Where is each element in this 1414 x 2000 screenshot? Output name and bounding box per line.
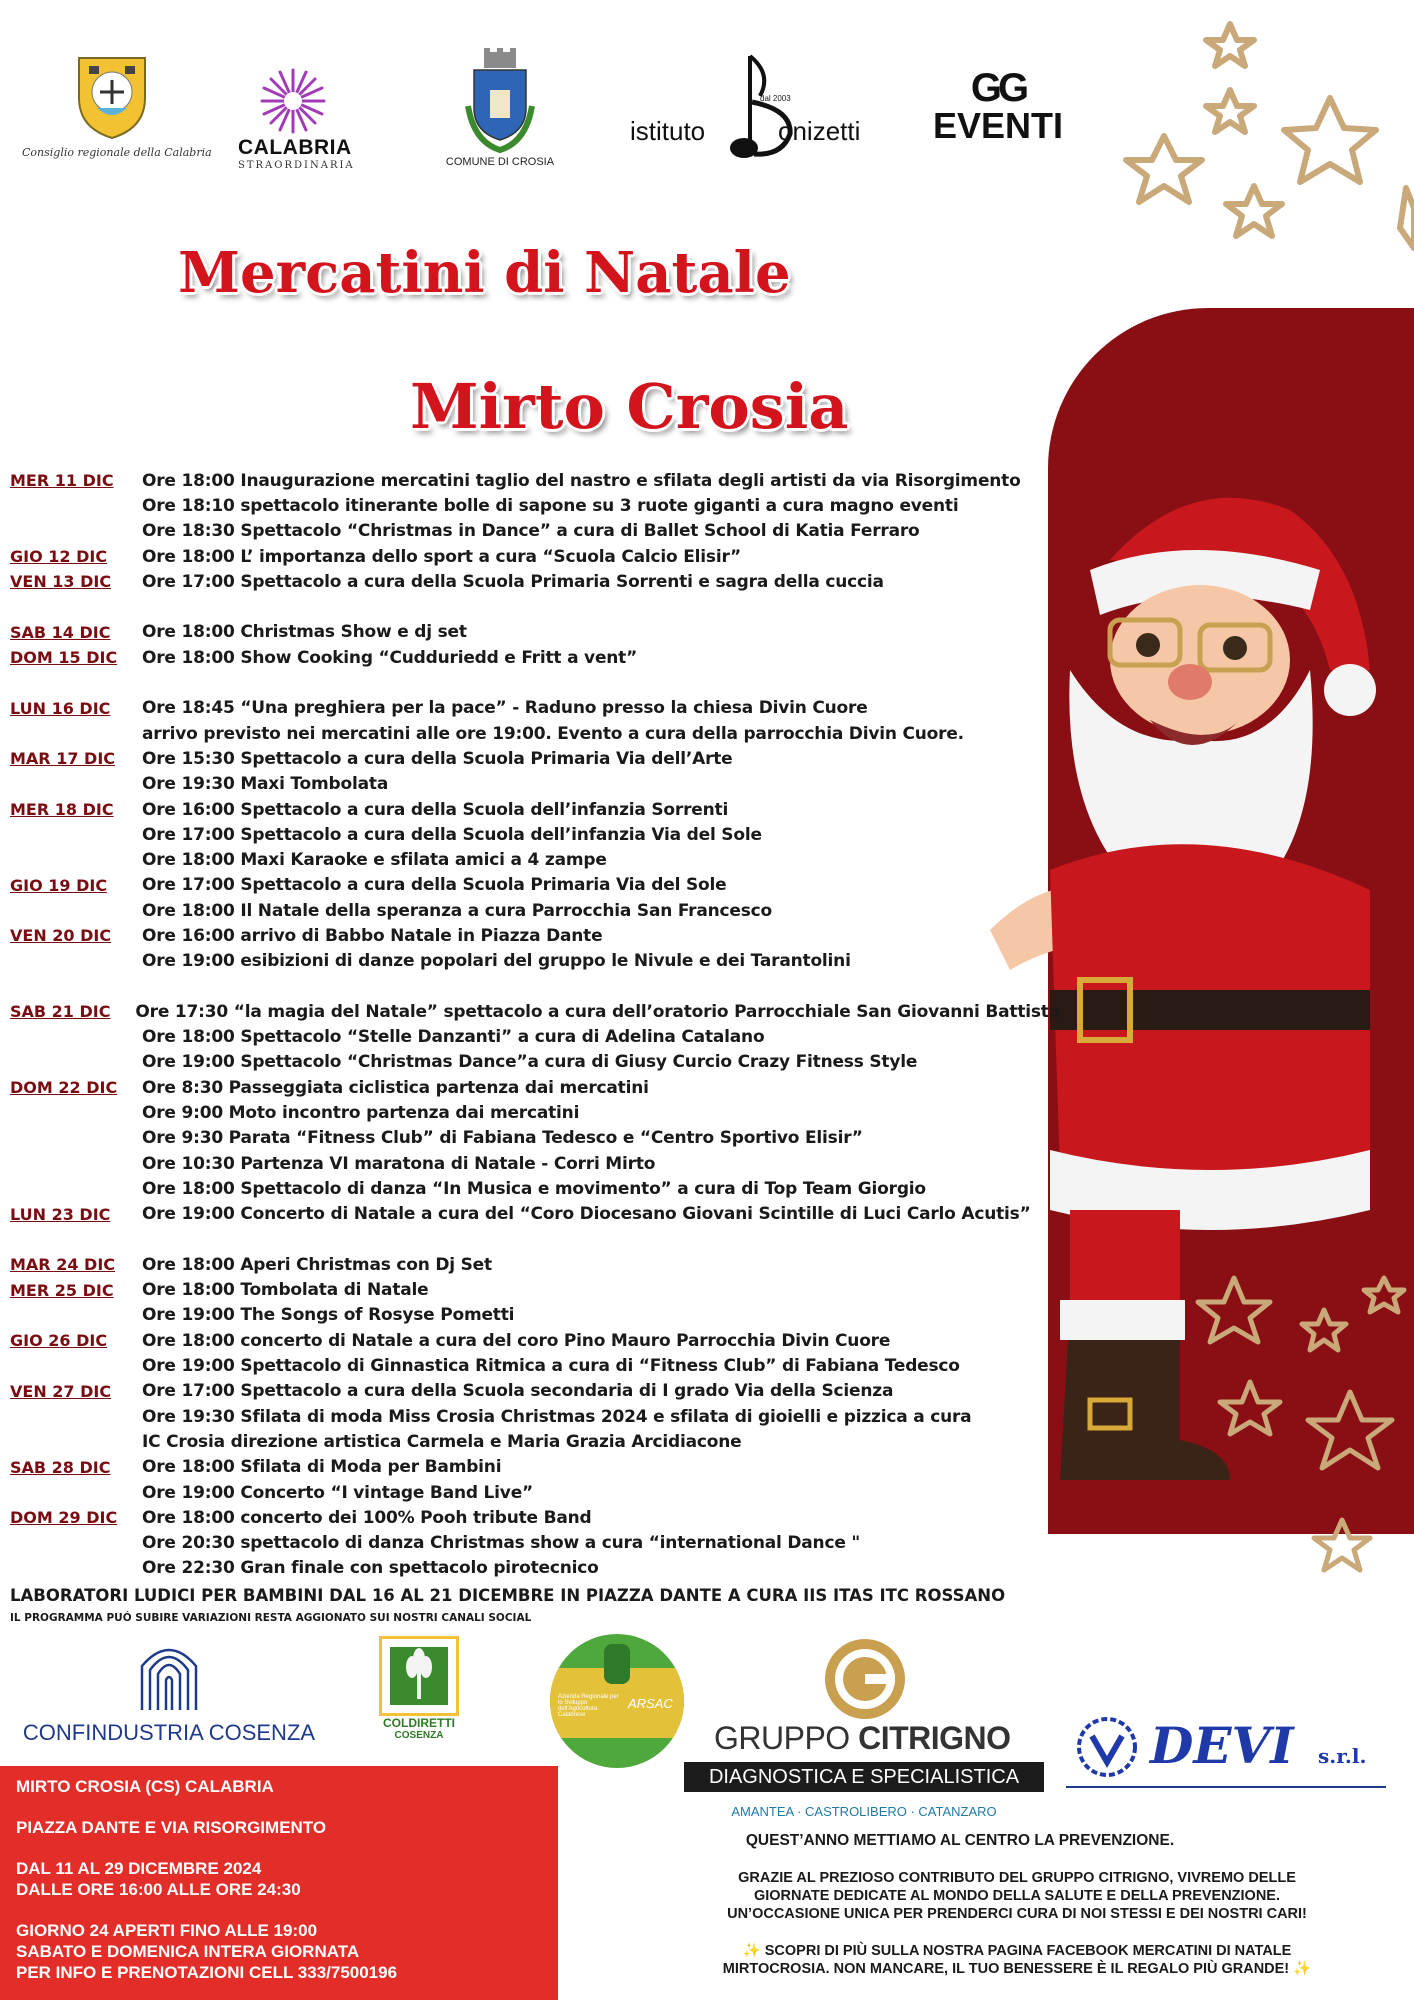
- schedule-event: Ore 19:00 The Songs of Rosyse Pometti: [142, 1305, 515, 1326]
- coldiretti-logo: [376, 1636, 462, 1744]
- schedule-event: Ore 10:30 Partenza VI maratona di Natale - Corri Mirto: [142, 1153, 656, 1174]
- citrigno-cities: AMANTEA · CASTROLIBERO · CATANZARO: [731, 1804, 997, 1819]
- devi-name: DEVI: [1150, 1716, 1294, 1775]
- comune-crosia-logo: [440, 46, 560, 168]
- citrigno-name: [714, 1720, 1011, 1757]
- info-hours: DALLE ORE 16:00 ALLE ORE 24:30: [16, 1880, 301, 1899]
- schedule-event: Ore 18:00 Spettacolo di danza “In Musica e movimento” a cura di Top Team Giorgio: [142, 1178, 926, 1199]
- star-icon: [1314, 1520, 1370, 1570]
- title-mirto-crosia: Mirto Crosia: [410, 370, 849, 443]
- schedule-day: GIO 26 DIC: [10, 1331, 108, 1351]
- schedule-row: [10, 1353, 1060, 1378]
- prevention-line-4: ✨ SCOPRI DI PIÙ SULLA NOSTRA PAGINA FACEBOOK MERCATINI DI NATALE: [742, 1943, 1292, 1959]
- schedule-row: [10, 519, 1060, 544]
- schedule-row: [10, 873, 1060, 898]
- schedule-event: IC Crosia direzione artistica Carmela e Maria Grazia Arcidiacone: [142, 1431, 742, 1452]
- schedule-day: LUN 16 DIC: [10, 698, 111, 718]
- star-icon: [1364, 1278, 1404, 1312]
- schedule-day: GIO 19 DIC: [10, 875, 108, 895]
- star-icon: [1400, 188, 1414, 248]
- schedule-event: Ore 18:00 Maxi Karaoke e sfilata amici a 4 zampe: [142, 850, 607, 871]
- arsac-sub: Azienda Regionale per lo Sviluppo dell'Agricoltura Calabrese: [558, 1694, 619, 1718]
- event-info-box: [0, 1766, 558, 2000]
- schedule-event: Ore 19:30 Sfilata di moda Miss Crosia Christmas 2024 e sfilata di gioielli e pizzica a cura: [142, 1406, 972, 1427]
- schedule-event: Ore 17:00 Spettacolo a cura della Scuola Primaria Via del Sole: [142, 875, 727, 896]
- prevention-line-5: MIRTOCROSIA. NON MANCARE, IL TUO BENESSERE È IL REGALO PIÙ GRANDE! ✨: [722, 1961, 1312, 1977]
- schedule-row: [10, 1530, 1060, 1555]
- arsac-name: ARSAC: [628, 1696, 673, 1711]
- schedule-event: Ore 18:45 “Una preghiera per la pace” - Raduno presso la chiesa Divin Cuore: [142, 698, 868, 719]
- info-24: GIORNO 24 APERTI FINO ALLE 19:00: [16, 1921, 318, 1940]
- info-weekend: SABATO E DOMENICA INTERA GIORNATA: [16, 1942, 360, 1961]
- schedule-row: [10, 1556, 1060, 1581]
- schedule-row: [10, 1379, 1060, 1404]
- schedule-row: [10, 898, 1060, 923]
- schedule-row: [10, 923, 1060, 948]
- prevention-line-1: GRAZIE AL PREZIOSO CONTRIBUTO DEL GRUPPO CITRIGNO, VIVREMO DELLE: [738, 1870, 1296, 1886]
- schedule-row: [10, 468, 1060, 493]
- music-note-icon: [720, 50, 800, 170]
- sunburst-icon: [258, 66, 328, 136]
- stars-decoration-bottom: [1164, 1270, 1414, 1590]
- schedule-event: Ore 18:10 spettacolo itinerante bolle di sapone su 3 ruote giganti a cura magno eventi: [142, 495, 959, 516]
- schedule-event: arrivo previsto nei mercatini alle ore 19:00. Evento a cura della parrocchia Divin Cuore.: [142, 723, 964, 744]
- schedule-row: [10, 1303, 1060, 1328]
- schedule-day: SAB 21 DIC: [10, 1002, 111, 1022]
- title-mercatini: Mercatini di Natale: [178, 240, 791, 306]
- schedule-event: Ore 19:00 Spettacolo di Ginnastica Ritmica a cura di “Fitness Club” di Fabiana Tedesco: [142, 1356, 960, 1377]
- schedule-day: MAR 24 DIC: [10, 1255, 116, 1275]
- schedule-row: [10, 822, 1060, 847]
- istituto-donizetti-logo: [628, 50, 878, 170]
- schedule-row: [10, 1455, 1060, 1480]
- schedule-row: [10, 569, 1060, 594]
- schedule-row: [10, 797, 1060, 822]
- info-location: MIRTO CROSIA (CS) CALABRIA: [16, 1777, 274, 1796]
- event-schedule: [10, 468, 1060, 1581]
- star-icon: [1206, 90, 1254, 132]
- schedule-event: Ore 16:00 Spettacolo a cura della Scuola dell’infanzia Sorrenti: [142, 799, 729, 820]
- schedule-event: Ore 17:30 “la magia del Natale” spettacolo a cura dell’oratorio Parrocchiale San Giovanni Battista: [135, 1001, 1060, 1022]
- schedule-row: [10, 1176, 1060, 1201]
- citrigno-light: GRUPPO: [714, 1720, 859, 1756]
- schedule-day: DOM 29 DIC: [10, 1508, 118, 1528]
- prevention-line-2: GIORNATE DEDICATE AL MONDO DELLA SALUTE E DELLA PREVENZIONE.: [753, 1888, 1281, 1904]
- consiglio-regionale-logo: [22, 52, 212, 159]
- star-icon: [1308, 1392, 1392, 1468]
- coat-of-arms-icon: [73, 52, 151, 140]
- schedule-event: Ore 18:00 Il Natale della speranza a cura Parrocchia San Francesco: [142, 900, 773, 921]
- schedule-row: [10, 544, 1060, 569]
- schedule-day: MER 18 DIC: [10, 800, 114, 819]
- info-contact: PER INFO E PRENOTAZIONI CELL 333/7500196: [16, 1963, 398, 1982]
- gruppo-citrigno-logo: [680, 1636, 1050, 1820]
- devi-logo: [1066, 1716, 1386, 1788]
- gg-eventi-logo: [918, 66, 1078, 146]
- schedule-day: GIO 12 DIC: [10, 547, 108, 567]
- donizetti-name: onizetti: [778, 116, 861, 146]
- schedule-event: Ore 17:00 Spettacolo a cura della Scuola dell’infanzia Via del Sole: [142, 824, 762, 845]
- citrigno-band: DIAGNOSTICA E SPECIALISTICA: [684, 1762, 1044, 1792]
- schedule-row: [10, 620, 1060, 645]
- schedule-event: Ore 19:00 Concerto di Natale a cura del “Coro Diocesano Giovani Scintille di Luci Carlo Acutis”: [142, 1204, 1031, 1225]
- schedule-row: [10, 1126, 1060, 1151]
- schedule-event: Ore 19:00 Spettacolo “Christmas Dance”a cura di Giusy Curcio Crazy Fitness Style: [142, 1052, 918, 1073]
- calabria-subtitle: STRAORDINARIA: [238, 160, 355, 171]
- schedule-event: Ore 17:00 Spettacolo a cura della Scuola Primaria Sorrenti e sagra della cuccia: [142, 571, 884, 592]
- schedule-day: MER 25 DIC: [10, 1280, 114, 1300]
- schedule-event: Ore 8:30 Passeggiata ciclistica partenza dai mercatini: [142, 1077, 649, 1098]
- schedule-event: Ore 18:00 L’ importanza dello sport a cura “Scuola Calcio Elisir”: [142, 546, 741, 567]
- wheat-icon: [382, 1639, 456, 1713]
- schedule-event: Ore 18:00 Spettacolo “Stelle Danzanti” a cura di Adelina Catalano: [142, 1027, 765, 1048]
- calabria-straordinaria-logo: [238, 66, 355, 171]
- schedule-day: MAR 17 DIC: [10, 749, 116, 769]
- stars-decoration-top: [1114, 18, 1414, 298]
- confindustria-emblem-icon: [134, 1640, 204, 1714]
- coldiretti-sub: COSENZA: [394, 1730, 444, 1741]
- schedule-row: [10, 645, 1060, 670]
- schedule-row: [10, 1075, 1060, 1100]
- schedule-row: [10, 772, 1060, 797]
- schedule-event: Ore 9:30 Parata “Fitness Club” di Fabiana Tedesco e “Centro Sportivo Elisir”: [142, 1128, 863, 1149]
- coldiretti-emblem: [379, 1636, 459, 1716]
- schedule-day: VEN 27 DIC: [10, 1381, 112, 1401]
- schedule-event: Ore 18:00 Inaugurazione mercatini taglio del nastro e sfilata degli artisti da via Risorgimento: [142, 470, 1021, 491]
- info-venue: PIAZZA DANTE E VIA RISORGIMENTO: [16, 1818, 327, 1837]
- schedule-day: VEN 13 DIC: [10, 572, 112, 592]
- confindustria-logo: [14, 1640, 324, 1746]
- devi-emblem-icon: [1076, 1716, 1138, 1778]
- schedule-row: [10, 721, 1060, 746]
- laboratori-notice: LABORATORI LUDICI PER BAMBINI DAL 16 AL 21 DICEMBRE IN PIAZZA DANTE A CURA IIS ITAS ITC ROSSANO: [10, 1586, 1006, 1605]
- program-note: IL PROGRAMMA PUÓ SUBIRE VARIAZIONI RESTA AGGIONATO SUI NOSTRI CANALI SOCIAL: [10, 1612, 532, 1624]
- schedule-day: LUN 23 DIC: [10, 1204, 111, 1224]
- schedule-row: [10, 1404, 1060, 1429]
- star-icon: [1198, 1278, 1270, 1342]
- star-icon: [1226, 186, 1282, 236]
- schedule-row: [10, 1025, 1060, 1050]
- coldiretti-name: COLDIRETTI: [383, 1716, 455, 1730]
- schedule-row: [10, 696, 1060, 721]
- schedule-row: [10, 949, 1060, 974]
- schedule-day: VEN 20 DIC: [10, 926, 112, 946]
- schedule-row: [10, 746, 1060, 771]
- crosia-caption: COMUNE DI CROSIA: [445, 156, 555, 168]
- schedule-event: Ore 18:00 Tombolata di Natale: [142, 1280, 429, 1301]
- donizetti-prefix: istituto: [630, 116, 706, 146]
- schedule-event: Ore 20:30 spettacolo di danza Christmas show a cura “international Dance ": [142, 1533, 861, 1554]
- schedule-event: Ore 18:00 Christmas Show e dj set: [142, 622, 467, 643]
- schedule-event: Ore 19:00 Concerto “I vintage Band Live”: [142, 1482, 533, 1503]
- schedule-event: Ore 16:00 arrivo di Babbo Natale in Piazza Dante: [142, 925, 603, 946]
- arsac-map: [604, 1644, 630, 1684]
- prevention-headline: QUEST’ANNO METTIAMO AL CENTRO LA PREVENZIONE.: [745, 1832, 1175, 1849]
- calabria-title: CALABRIA: [238, 136, 352, 159]
- confindustria-name: CONFINDUSTRIA COSENZA: [22, 1720, 316, 1745]
- schedule-row: [10, 1480, 1060, 1505]
- donizetti-badge: dal 2003: [760, 94, 791, 103]
- schedule-row: [10, 493, 1060, 518]
- schedule-row: [10, 1050, 1060, 1075]
- schedule-event: Ore 18:00 concerto dei 100% Pooh tribute Band: [142, 1507, 592, 1528]
- schedule-event: Ore 22:30 Gran finale con spettacolo pirotecnico: [142, 1558, 599, 1579]
- schedule-row: [10, 1252, 1060, 1277]
- star-icon: [1126, 136, 1202, 202]
- schedule-row: [10, 1505, 1060, 1530]
- schedule-row: [10, 1202, 1060, 1227]
- schedule-row: [10, 1429, 1060, 1454]
- schedule-day: MER 11 DIC: [10, 471, 114, 491]
- schedule-row: [10, 1278, 1060, 1303]
- schedule-event: Ore 18:00 concerto di Natale a cura del coro Pino Mauro Parrocchia Divin Cuore: [142, 1330, 891, 1351]
- schedule-event: Ore 19:30 Maxi Tombolata: [142, 774, 389, 795]
- citrigno-circle-icon: [822, 1636, 908, 1722]
- star-icon: [1206, 24, 1254, 66]
- schedule-event: Ore 15:30 Spettacolo a cura della Scuola Primaria Via dell’Arte: [142, 748, 733, 769]
- schedule-row: [10, 1328, 1060, 1353]
- devi-srl: s.r.l.: [1318, 1744, 1367, 1768]
- schedule-row: [10, 847, 1060, 872]
- arsac-logo: [550, 1634, 684, 1768]
- schedule-row: [10, 999, 1060, 1024]
- schedule-row: [10, 1151, 1060, 1176]
- star-icon: [1220, 1382, 1280, 1434]
- schedule-event: Ore 19:00 esibizioni di danze popolari del gruppo le Nivule e dei Tarantolini: [142, 951, 851, 972]
- schedule-event: Ore 17:00 Spettacolo a cura della Scuola secondaria di I grado Via della Scienza: [142, 1381, 894, 1402]
- schedule-event: Ore 18:00 Sfilata di Moda per Bambini: [142, 1457, 502, 1478]
- town-crest-icon: [460, 46, 540, 156]
- eventi-text: EVENTI: [932, 105, 1064, 146]
- schedule-event: Ore 18:30 Spettacolo “Christmas in Dance” a cura di Ballet School di Katia Ferraro: [142, 521, 920, 542]
- citrigno-bold: CITRIGNO: [858, 1720, 1011, 1756]
- consiglio-caption: Consiglio regionale della Calabria: [22, 146, 212, 159]
- schedule-row: [10, 1100, 1060, 1125]
- info-dates: DAL 11 AL 29 DICEMBRE 2024: [16, 1859, 262, 1878]
- schedule-event: Ore 9:00 Moto incontro partenza dai mercatini: [142, 1103, 580, 1124]
- prevention-line-3: UN’OCCASIONE UNICA PER PRENDERCI CURA DI NOI STESSI E DEI NOSTRI CARI!: [727, 1906, 1307, 1922]
- star-icon: [1302, 1310, 1346, 1350]
- schedule-day: SAB 28 DIC: [10, 1457, 111, 1477]
- gg-mark: GG: [970, 66, 1026, 110]
- star-icon: [1284, 98, 1376, 182]
- schedule-day: DOM 15 DIC: [10, 648, 118, 668]
- schedule-event: Ore 18:00 Show Cooking “Cudduriedd e Fritt a vent”: [142, 647, 638, 668]
- schedule-day: DOM 22 DIC: [10, 1078, 118, 1098]
- schedule-day: SAB 14 DIC: [10, 622, 111, 642]
- schedule-event: Ore 18:00 Aperi Christmas con Dj Set: [142, 1254, 492, 1275]
